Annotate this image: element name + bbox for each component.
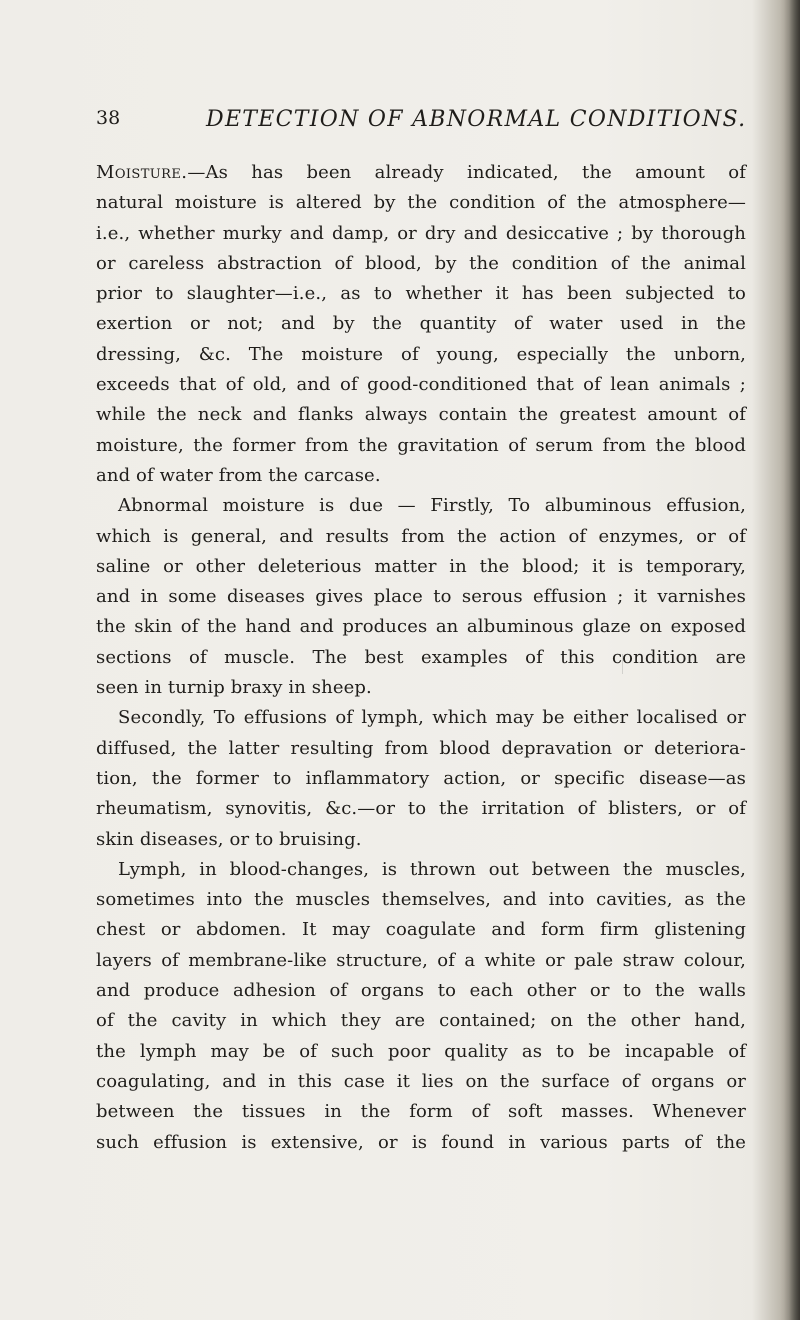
text-line: Abnormal moisture is due — Firstly, To albuminous effusion, — [118, 495, 746, 517]
running-head: DETECTION OF ABNORMAL CONDITIONS. — [206, 107, 747, 132]
text-line: coagulating, and in this case it lies on the surface of organs or — [96, 1070, 746, 1092]
text-line: tion, the former to inflammatory action, or specific disease—as — [96, 767, 746, 789]
text-line: skin diseases, or to bruising. — [96, 828, 362, 850]
body-text — [96, 158, 746, 1158]
text-line: sections of muscle. The best examples of this condition are — [96, 646, 746, 668]
text-line: Secondly, To effusions of lymph, which may be either localised or — [118, 707, 746, 729]
text-line: prior to slaughter—i.e., as to whether it has been subjected to — [96, 283, 746, 305]
text-line: while the neck and flanks always contain the greatest amount of — [96, 404, 746, 426]
text-line: rheumatism, synovitis, &c.—or to the irritation of blisters, or of — [96, 798, 746, 820]
text-line: seen in turnip braxy in sheep. — [96, 677, 372, 699]
text-line: the skin of the hand and produces an albuminous glaze on exposed — [96, 616, 746, 638]
section-heading: Moisture. — [96, 162, 188, 183]
text-line: of the cavity in which they are contained; on the other hand, — [96, 1010, 746, 1032]
book-spine-shadow — [780, 0, 800, 1320]
page-header — [96, 107, 747, 141]
text-line: and produce adhesion of organs to each other or to the walls — [96, 980, 746, 1002]
text-line: moisture, the former from the gravitation of serum from the blood — [96, 434, 746, 456]
text-line: natural moisture is altered by the condition of the atmosphere— — [96, 192, 746, 214]
text-line: or careless abstraction of blood, by the condition of the animal — [96, 252, 746, 274]
text-line: exertion or not; and by the quantity of water used in the — [96, 313, 746, 335]
text-line: diffused, the latter resulting from blood depravation or deteriora- — [96, 737, 746, 759]
text-line: dressing, &c. The moisture of young, especially the unborn, — [96, 343, 746, 365]
text-line: between the tissues in the form of soft masses. Whenever — [96, 1101, 746, 1123]
text-line: sometimes into the muscles themselves, and into cavities, as the — [96, 889, 746, 911]
text-line: such effusion is extensive, or is found in various parts of the — [96, 1131, 746, 1153]
page-number: 38 — [96, 107, 121, 129]
text-line: Lymph, in blood-changes, is thrown out between the muscles, — [118, 858, 746, 880]
text-line: saline or other deleterious matter in the blood; it is temporary, — [96, 555, 746, 577]
text-line: and in some diseases gives place to serous effusion ; it varnishes — [96, 586, 746, 608]
text-line: which is general, and results from the action of enzymes, or of — [96, 525, 746, 547]
text-line: Moisture.—As has been already indicated, the amount of — [96, 162, 746, 183]
text-line: layers of membrane-like structure, of a white or pale straw colour, — [96, 949, 746, 971]
text-line: the lymph may be of such poor quality as to be incapable of — [96, 1040, 746, 1062]
text-line: i.e., whether murky and damp, or dry and desiccative ; by thorough — [96, 222, 746, 244]
text-line: exceeds that of old, and of good-conditioned that of lean animals ; — [96, 374, 746, 396]
text-line: chest or abdomen. It may coagulate and form firm glistening — [96, 919, 746, 941]
text-line: and of water from the carcase. — [96, 464, 381, 486]
paper-mark — [622, 654, 623, 674]
